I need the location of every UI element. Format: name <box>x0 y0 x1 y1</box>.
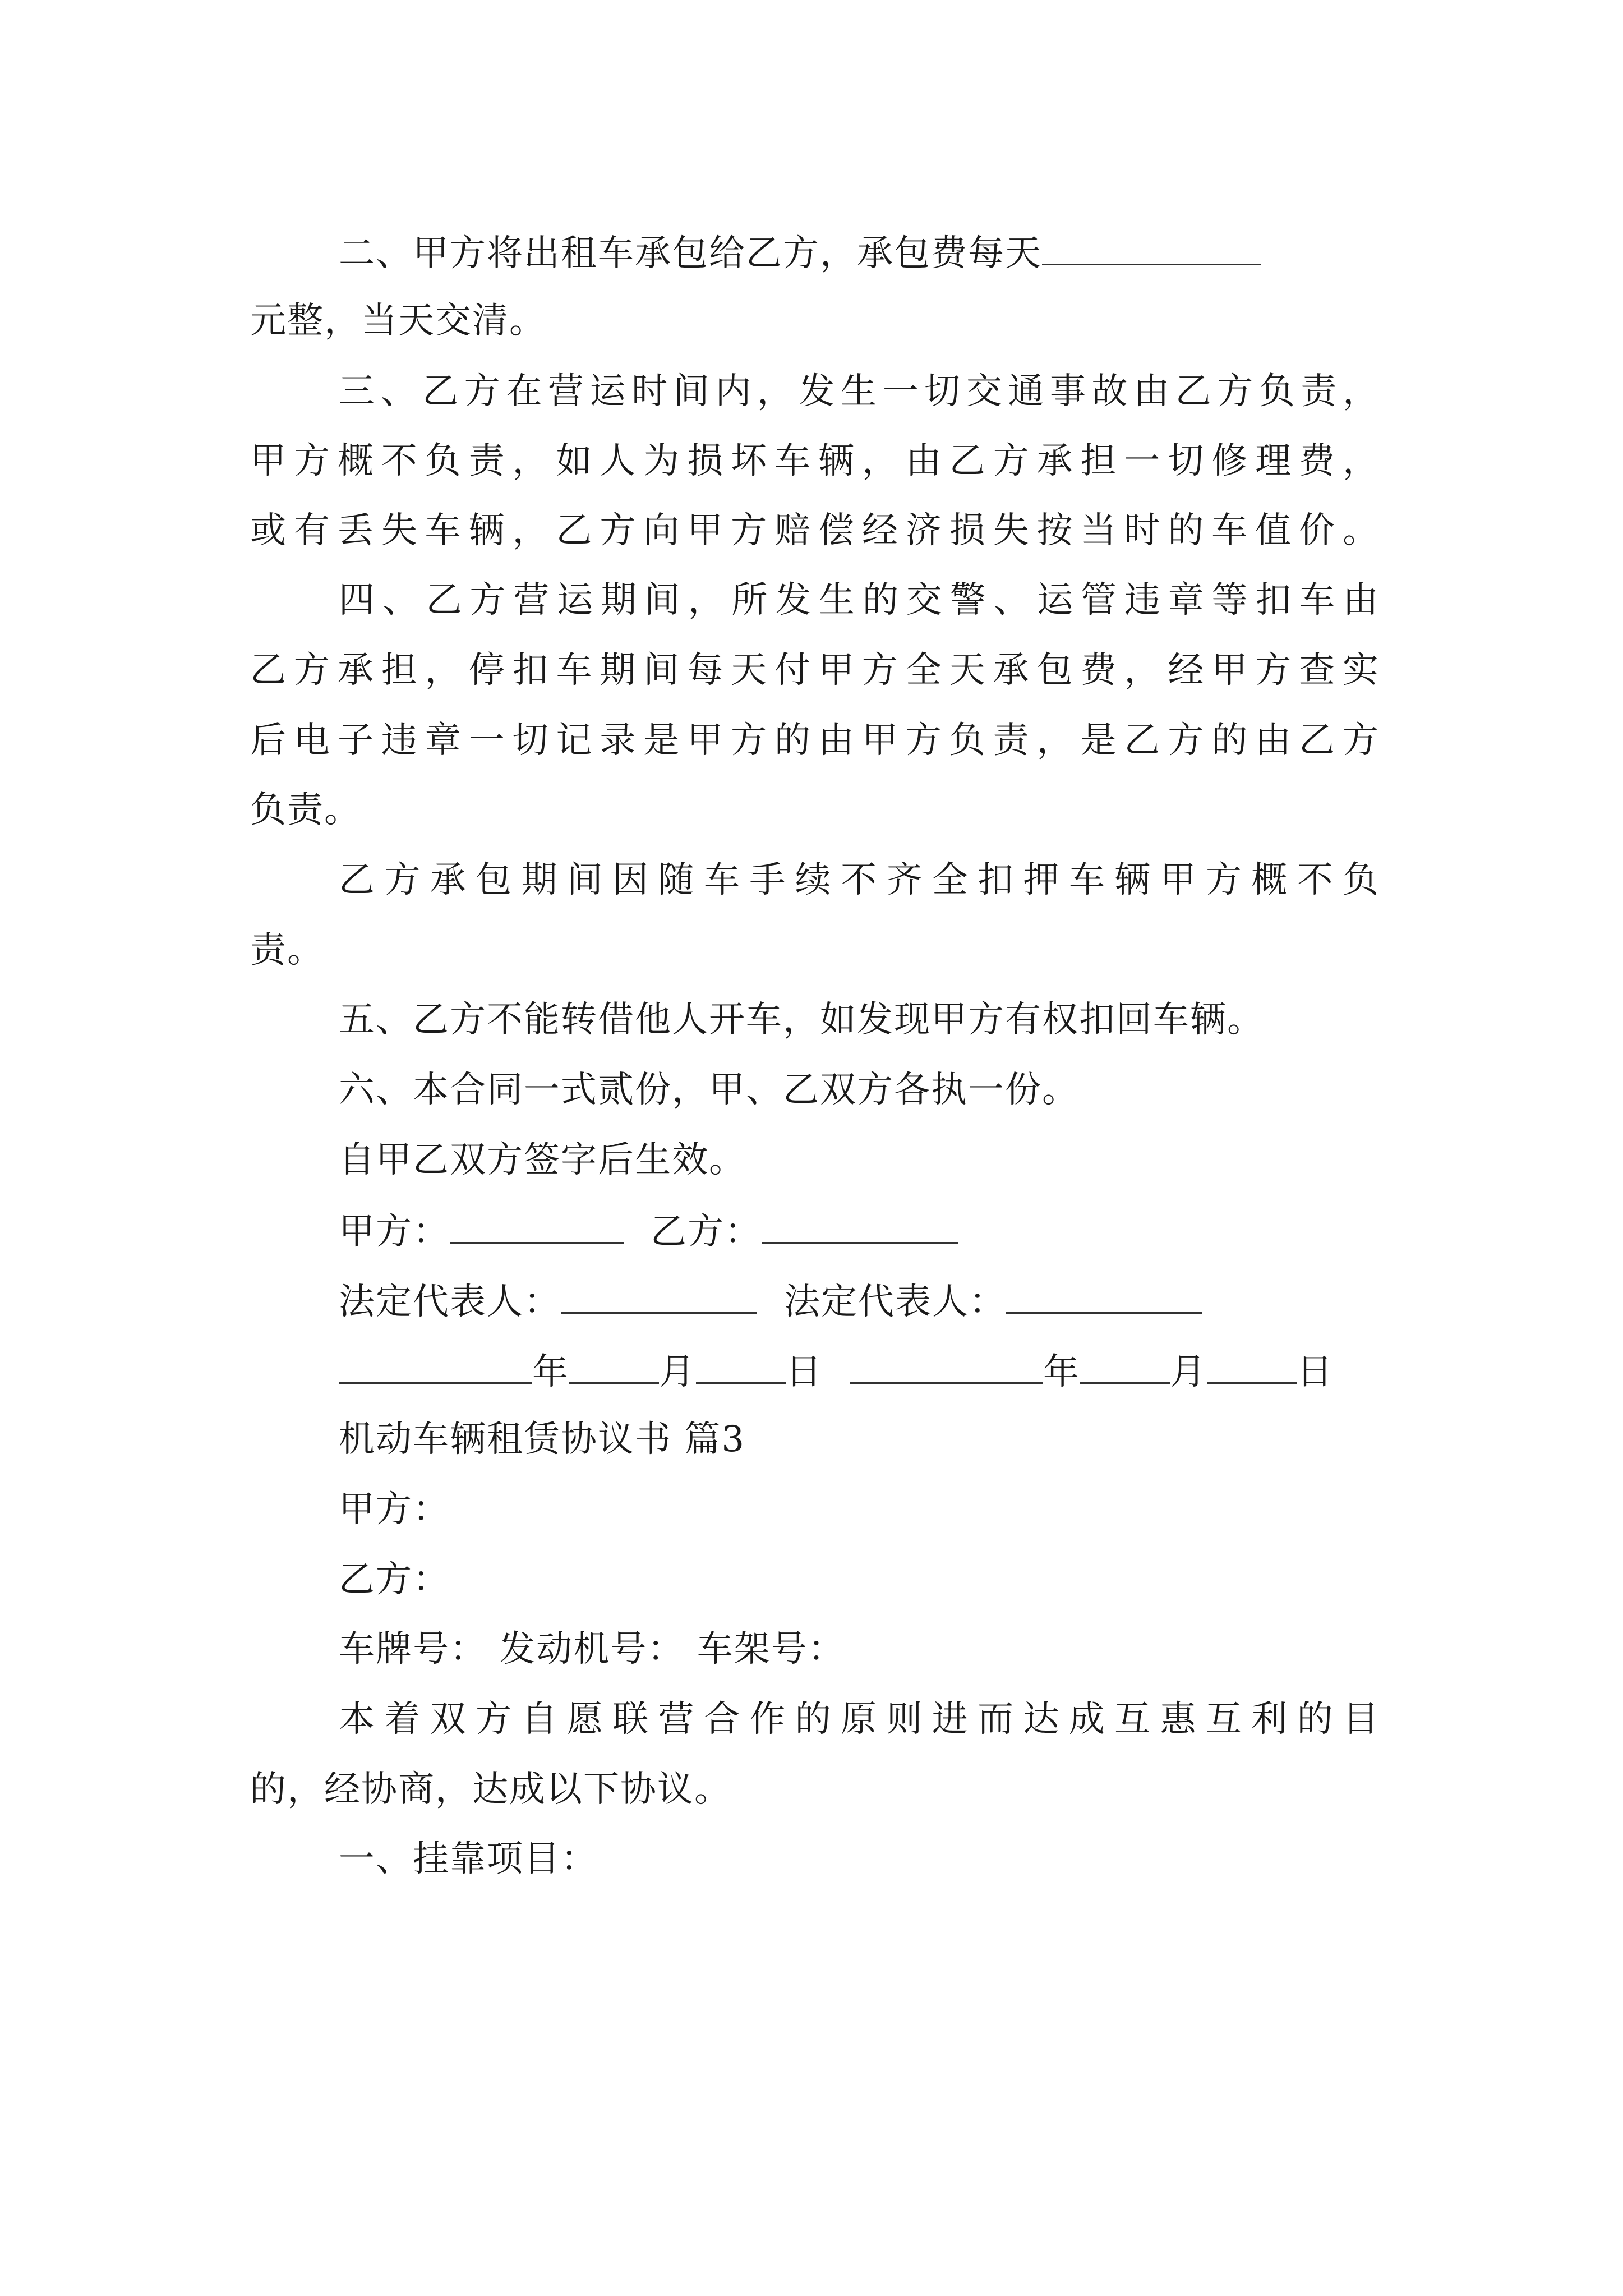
date-b-month-label: 月 <box>1170 1351 1207 1393</box>
clause-4-line-3: 后电子违章一切记录是甲方的由甲方负责，是乙方的由乙方 <box>250 720 1380 761</box>
clause-3-line-3: 或有丢失车辆，乙方向甲方赔偿经济损失按当时的车值价。 <box>250 510 1380 551</box>
clause-4-line-2: 乙方承担，停扣车期间每天付甲方全天承包费，经甲方查实 <box>250 650 1380 691</box>
clause-2-text: 二、甲方将出租车承包给乙方，承包费每天 <box>339 233 1042 274</box>
preamble-line-1: 本着双方自愿联营合作的原则进而达成互惠互利的目 <box>339 1699 1380 1740</box>
vehicle-info-line: 车牌号： 发动机号： 车架号： <box>339 1628 845 1670</box>
date-b-month-blank <box>1080 1347 1170 1384</box>
clause-6: 六、本合同一式贰份，甲、乙双方各执一份。 <box>339 1069 1079 1111</box>
clause-4b-line-2: 责。 <box>250 930 324 971</box>
date-a-month-blank <box>569 1347 659 1384</box>
rep-a-label: 法定代表人： <box>339 1281 561 1323</box>
party-b-blank <box>762 1207 958 1244</box>
date-a-day-label: 日 <box>786 1351 823 1393</box>
rep-b-label: 法定代表人： <box>784 1281 1006 1323</box>
clause-2-line-1 <box>339 229 1261 279</box>
party-a-blank <box>450 1207 624 1244</box>
clause-4-line-4: 负责。 <box>250 789 361 831</box>
clause-2-line-2: 元整，当天交清。 <box>250 300 546 342</box>
section-title: 机动车辆租赁协议书 篇3 <box>339 1419 746 1460</box>
clause-5: 五、乙方不能转借他人开车，如发现甲方有权扣回车辆。 <box>339 999 1264 1041</box>
fee-blank <box>1042 229 1261 265</box>
party-a-label: 甲方： <box>339 1211 450 1253</box>
clause-3-line-2: 甲方概不负责，如人为损坏车辆，由乙方承担一切修理费， <box>250 440 1380 482</box>
date-line <box>339 1347 1334 1398</box>
party-b-field: 乙方： <box>339 1559 450 1600</box>
date-a-year-label: 年 <box>532 1351 569 1393</box>
rep-a-blank <box>561 1277 757 1314</box>
representative-line <box>339 1277 1202 1328</box>
party-signature-line <box>339 1207 958 1258</box>
clause-3-line-1: 三、乙方在营运时间内，发生一切交通事故由乙方负责， <box>339 371 1380 412</box>
date-a-month-label: 月 <box>659 1351 696 1393</box>
party-a-field: 甲方： <box>339 1489 450 1530</box>
item-1-heading: 一、挂靠项目： <box>339 1838 598 1880</box>
effective-clause: 自甲乙双方签字后生效。 <box>339 1139 746 1181</box>
clause-4-line-1: 四、乙方营运期间，所发生的交警、运管违章等扣车由 <box>339 579 1380 621</box>
date-b-year-label: 年 <box>1043 1351 1080 1393</box>
date-b-year-blank <box>850 1347 1043 1384</box>
date-a-day-blank <box>696 1347 786 1384</box>
date-b-day-blank <box>1207 1347 1297 1384</box>
rep-b-blank <box>1006 1277 1202 1314</box>
date-a-year-blank <box>339 1347 532 1384</box>
party-b-label: 乙方： <box>651 1211 762 1253</box>
clause-4b-line-1: 乙方承包期间因随车手续不齐全扣押车辆甲方概不负 <box>339 859 1380 901</box>
date-b-day-label: 日 <box>1297 1351 1334 1393</box>
preamble-line-2: 的，经协商，达成以下协议。 <box>250 1769 731 1810</box>
